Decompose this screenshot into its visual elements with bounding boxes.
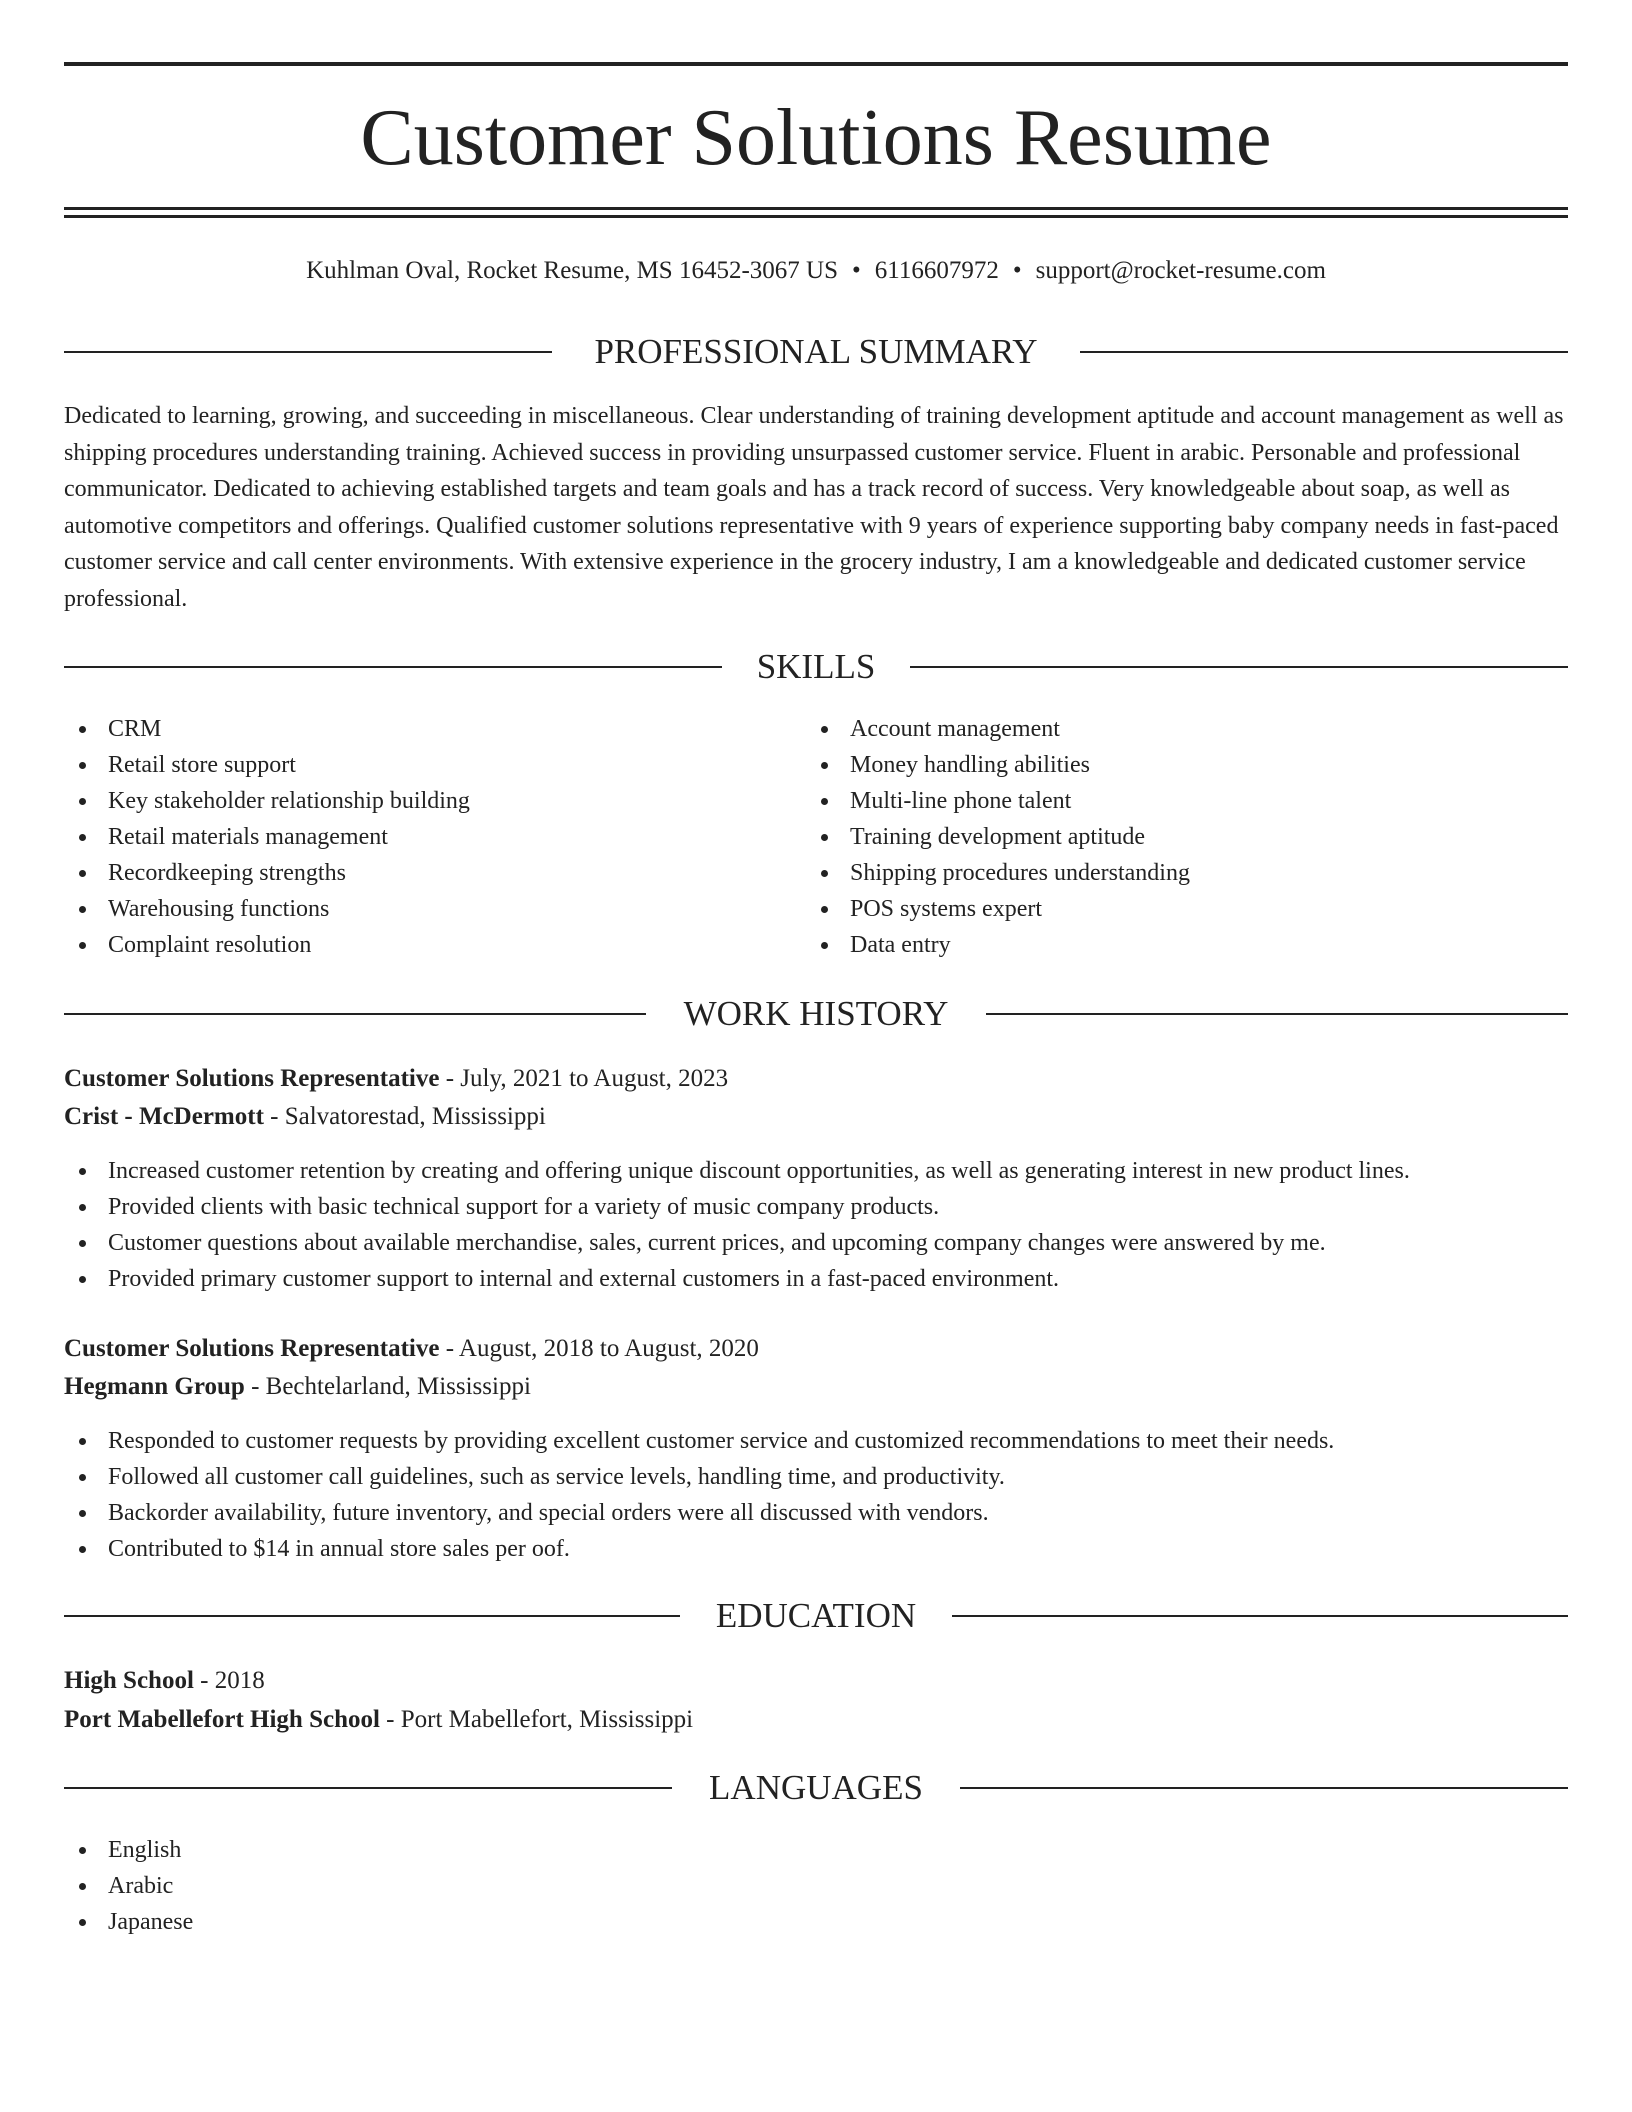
education-degree-line <box>64 1662 265 1700</box>
job-company-line <box>64 1098 546 1136</box>
job-duty-item: Customer questions about available merchandise, sales, current prices, and upcoming company changes were answered by me. <box>64 1225 1410 1261</box>
skill-item: Multi-line phone talent <box>806 783 1190 819</box>
section-title-work-history: WORK HISTORY <box>652 994 981 1033</box>
contact-separator: • <box>1012 257 1022 284</box>
section-header-work-history <box>64 992 1568 1036</box>
section-header-summary <box>64 330 1568 374</box>
education-school-line <box>64 1701 693 1739</box>
section-title-skills: SKILLS <box>725 647 908 686</box>
skill-item: Shipping procedures understanding <box>806 855 1190 891</box>
job-duty-item: Provided clients with basic technical support for a variety of music company products. <box>64 1189 1410 1225</box>
job-title: Customer Solutions Representative <box>64 1335 440 1362</box>
job-duties-list <box>64 1153 1410 1297</box>
language-item: Arabic <box>64 1868 193 1904</box>
contact-address: Kuhlman Oval, Rocket Resume, MS 16452-3067 US <box>306 257 838 284</box>
job-duty-item: Backorder availability, future inventory, and special orders were all discussed with vendors. <box>64 1495 1334 1531</box>
job-duty-item: Followed all customer call guidelines, such as service levels, handling time, and productivity. <box>64 1459 1334 1495</box>
skill-item: Data entry <box>806 927 1190 963</box>
skill-item: Training development aptitude <box>806 819 1190 855</box>
job-title: Customer Solutions Representative <box>64 1065 440 1092</box>
languages-list <box>64 1832 193 1940</box>
skills-list-right <box>806 711 1190 963</box>
language-item: Japanese <box>64 1904 193 1940</box>
job-location: - Bechtelarland, Mississippi <box>244 1373 531 1400</box>
education-year: - 2018 <box>193 1667 265 1694</box>
job-title-line <box>64 1060 728 1098</box>
skill-item: Complaint resolution <box>64 927 470 963</box>
section-header-education <box>64 1594 1568 1638</box>
skill-item: Account management <box>806 711 1190 747</box>
job-dates: - July, 2021 to August, 2023 <box>439 1065 729 1092</box>
skill-item: Retail store support <box>64 747 470 783</box>
job-location: - Salvatorestad, Mississippi <box>263 1103 546 1130</box>
section-header-skills <box>64 645 1568 689</box>
skill-item: Key stakeholder relationship building <box>64 783 470 819</box>
skill-item: Retail materials management <box>64 819 470 855</box>
section-title-languages: LANGUAGES <box>677 1768 955 1807</box>
resume-title: Customer Solutions Resume <box>360 94 1272 182</box>
job-duty-item: Increased customer retention by creating and offering unique discount opportunities, as well as generating interest in new product lines. <box>64 1153 1410 1189</box>
section-title-summary: PROFESSIONAL SUMMARY <box>562 332 1069 371</box>
job-company: Hegmann Group <box>64 1373 245 1400</box>
education-school: Port Mabellefort High School <box>64 1706 380 1733</box>
contact-phone: 6116607972 <box>874 257 999 284</box>
title-rule-upper <box>64 207 1568 210</box>
contact-email: support@rocket-resume.com <box>1035 257 1326 284</box>
skill-item: Warehousing functions <box>64 891 470 927</box>
top-rule <box>64 62 1568 66</box>
contact-separator: • <box>852 257 861 284</box>
skill-item: CRM <box>64 711 470 747</box>
job-title-line <box>64 1330 759 1368</box>
summary-text: Dedicated to learning, growing, and succeeding in miscellaneous. Clear understanding of training development aptitude and account management as well as shipping procedures understanding training. Achieved success in providing unsurpassed customer service. Fluent in arabic. Personable and professional communicator. Dedicated to achieving established targets and team goals and has a track record of success. Very knowledgeable about soap, as well as automotive competitors and offerings. Qualified customer solutions representative with 9 years of experience supporting baby company needs in fast-paced customer service and call center environments. With extensive experience in the grocery industry, I am a knowledgeable and dedicated customer service professional. <box>64 403 1564 612</box>
job-company-line <box>64 1368 531 1406</box>
skill-item: Money handling abilities <box>806 747 1190 783</box>
skill-item: Recordkeeping strengths <box>64 855 470 891</box>
job-dates: - August, 2018 to August, 2020 <box>439 1335 759 1362</box>
education-location: - Port Mabellefort, Mississippi <box>379 1706 694 1733</box>
title-rule-lower <box>64 215 1568 218</box>
job-duty-item: Responded to customer requests by providing excellent customer service and customized recommendations to meet their needs. <box>64 1423 1334 1459</box>
education-degree: High School <box>64 1667 194 1694</box>
contact-line <box>64 254 1568 288</box>
job-company: Crist - McDermott <box>64 1103 264 1130</box>
job-duties-list <box>64 1423 1334 1567</box>
job-duty-item: Contributed to $14 in annual store sales per oof. <box>64 1531 1334 1567</box>
language-item: English <box>64 1832 193 1868</box>
section-title-education: EDUCATION <box>684 1596 948 1635</box>
skill-item: POS systems expert <box>806 891 1190 927</box>
skills-list-left <box>64 711 470 963</box>
job-duty-item: Provided primary customer support to internal and external customers in a fast-paced environment. <box>64 1261 1410 1297</box>
section-header-languages <box>64 1766 1568 1810</box>
